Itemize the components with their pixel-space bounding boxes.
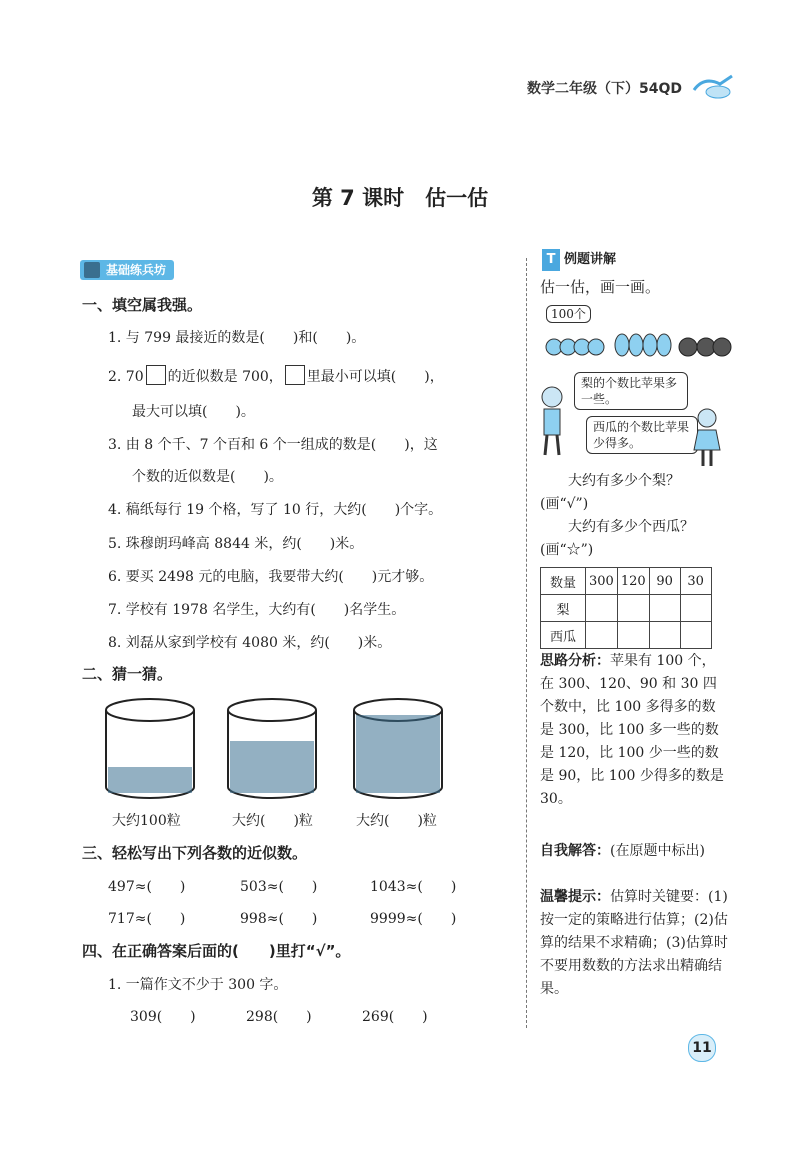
speech-bubble-2: 西瓜的个数比苹果少得多。 [586, 416, 698, 454]
analysis-label: 思路分析： [540, 653, 610, 669]
estimate-table [540, 567, 712, 649]
question-5: 5. 珠穆朗玛峰高 8844 米，约( )米。 [108, 536, 364, 552]
blank-box [285, 365, 305, 385]
s4-option-3: 269( ) [362, 1009, 428, 1025]
question-2-part-b: 的近似数是 700， [167, 369, 283, 385]
self-answer-block [540, 840, 728, 863]
table-row-label: 梨 [541, 595, 586, 622]
answer-cell[interactable] [617, 595, 649, 622]
example-badge-label: 例题讲解 [564, 252, 617, 267]
example-badge [542, 248, 616, 271]
answer-cell[interactable] [680, 595, 711, 622]
section-1-heading: 一、填空属我强。 [82, 296, 203, 314]
question-8: 8. 刘磊从家到学校有 4080 米，约( )米。 [108, 635, 392, 651]
jar-1 [100, 695, 200, 809]
answer-cell[interactable] [586, 595, 618, 622]
analysis-text: 苹果有 100 个，在 300、120、90 和 30 四个数中，比 100 多得多的数是 300，比 100 多一些的数是 120，比 100 少一些的数是 90，比 100 少得多的数是 30。 [540, 653, 724, 807]
lesson-title: 第 7 课时 估一估 [311, 186, 489, 210]
approx-2: 503≈( ) [240, 879, 318, 895]
table-header-cell: 数量 [541, 568, 586, 595]
tip-text: 估算时关键要：(1)按一定的策略进行估算；(2)估算的结果不求精确；(3)估算时不要用数数的方法求出精确结果。 [540, 889, 728, 997]
section-4-heading: 四、在正确答案后面的( )里打“√”。 [82, 942, 351, 960]
approx-5: 998≈( ) [240, 911, 318, 927]
girl-figure [692, 408, 722, 472]
analysis-block [540, 650, 728, 811]
question-pears: 大约有多少个梨？(画“√”) [540, 473, 680, 512]
jar-1-caption: 大约100粒 [112, 813, 181, 829]
approx-3: 1043≈( ) [370, 879, 457, 895]
example-intro: 估一估，画一画。 [540, 278, 661, 296]
column-divider [526, 258, 527, 1028]
question-1: 1. 与 799 最接近的数是( )和( )。 [108, 330, 366, 346]
tip-label: 温馨提示： [540, 889, 610, 905]
table-row-label: 西瓜 [541, 622, 586, 649]
s4-option-1: 309( ) [130, 1009, 196, 1025]
jar-3 [348, 695, 448, 809]
s4-question: 1. 一篇作文不少于 300 字。 [108, 977, 288, 993]
boy-figure [534, 385, 570, 461]
page-number: 11 [688, 1034, 716, 1062]
table-header-cell: 120 [617, 568, 649, 595]
jar-3-caption: 大约( )粒 [356, 813, 437, 829]
basic-practice-badge: 基础练兵坊 [80, 260, 174, 280]
approx-1: 497≈( ) [108, 879, 186, 895]
question-3-line-2: 个数的近似数是( )。 [132, 469, 283, 485]
jar-2-caption: 大约( )粒 [232, 813, 313, 829]
fruit-illustration [544, 325, 734, 365]
question-3: 3. 由 8 个千、7 个百和 6 个一组成的数是( )，这 [108, 437, 438, 453]
answer-cell[interactable] [680, 622, 711, 649]
self-answer-text: (在原题中标出) [610, 843, 705, 859]
section-2-heading: 二、猜一猜。 [82, 665, 173, 683]
watering-can-icon [690, 66, 740, 106]
answer-cell[interactable] [586, 622, 618, 649]
s4-option-2: 298( ) [246, 1009, 312, 1025]
question-2-part-a: 2. 70 [108, 369, 144, 385]
speech-bubble-1: 梨的个数比苹果多一些。 [574, 372, 688, 410]
question-watermelons: 大约有多少个西瓜？(画“☆”) [540, 519, 694, 558]
question-7: 7. 学校有 1978 名学生，大约有( )名学生。 [108, 602, 406, 618]
answer-cell[interactable] [649, 595, 680, 622]
section-3-heading: 三、轻松写出下列各数的近似数。 [82, 844, 308, 862]
table-header-cell: 30 [680, 568, 711, 595]
table-header-cell: 300 [586, 568, 618, 595]
table-header-cell: 90 [649, 568, 680, 595]
approx-6: 9999≈( ) [370, 911, 457, 927]
question-2 [108, 365, 444, 386]
answer-cell[interactable] [617, 622, 649, 649]
badge-letter: T [542, 249, 560, 271]
approx-4: 717≈( ) [108, 911, 186, 927]
question-2-part-c: 里最小可以填( )， [306, 369, 444, 385]
label-100: 100个 [546, 305, 591, 323]
self-answer-label: 自我解答： [540, 843, 610, 859]
tip-block [540, 886, 728, 1001]
book-header: 数学二年级（下）54QD [526, 81, 682, 97]
question-6: 6. 要买 2498 元的电脑，我要带大约( )元才够。 [108, 569, 434, 585]
jar-2 [222, 695, 322, 809]
answer-cell[interactable] [649, 622, 680, 649]
blank-box [146, 365, 166, 385]
question-4: 4. 稿纸每行 19 个格，写了 10 行，大约( )个字。 [108, 502, 443, 518]
question-2-line-2: 最大可以填( )。 [132, 404, 255, 420]
